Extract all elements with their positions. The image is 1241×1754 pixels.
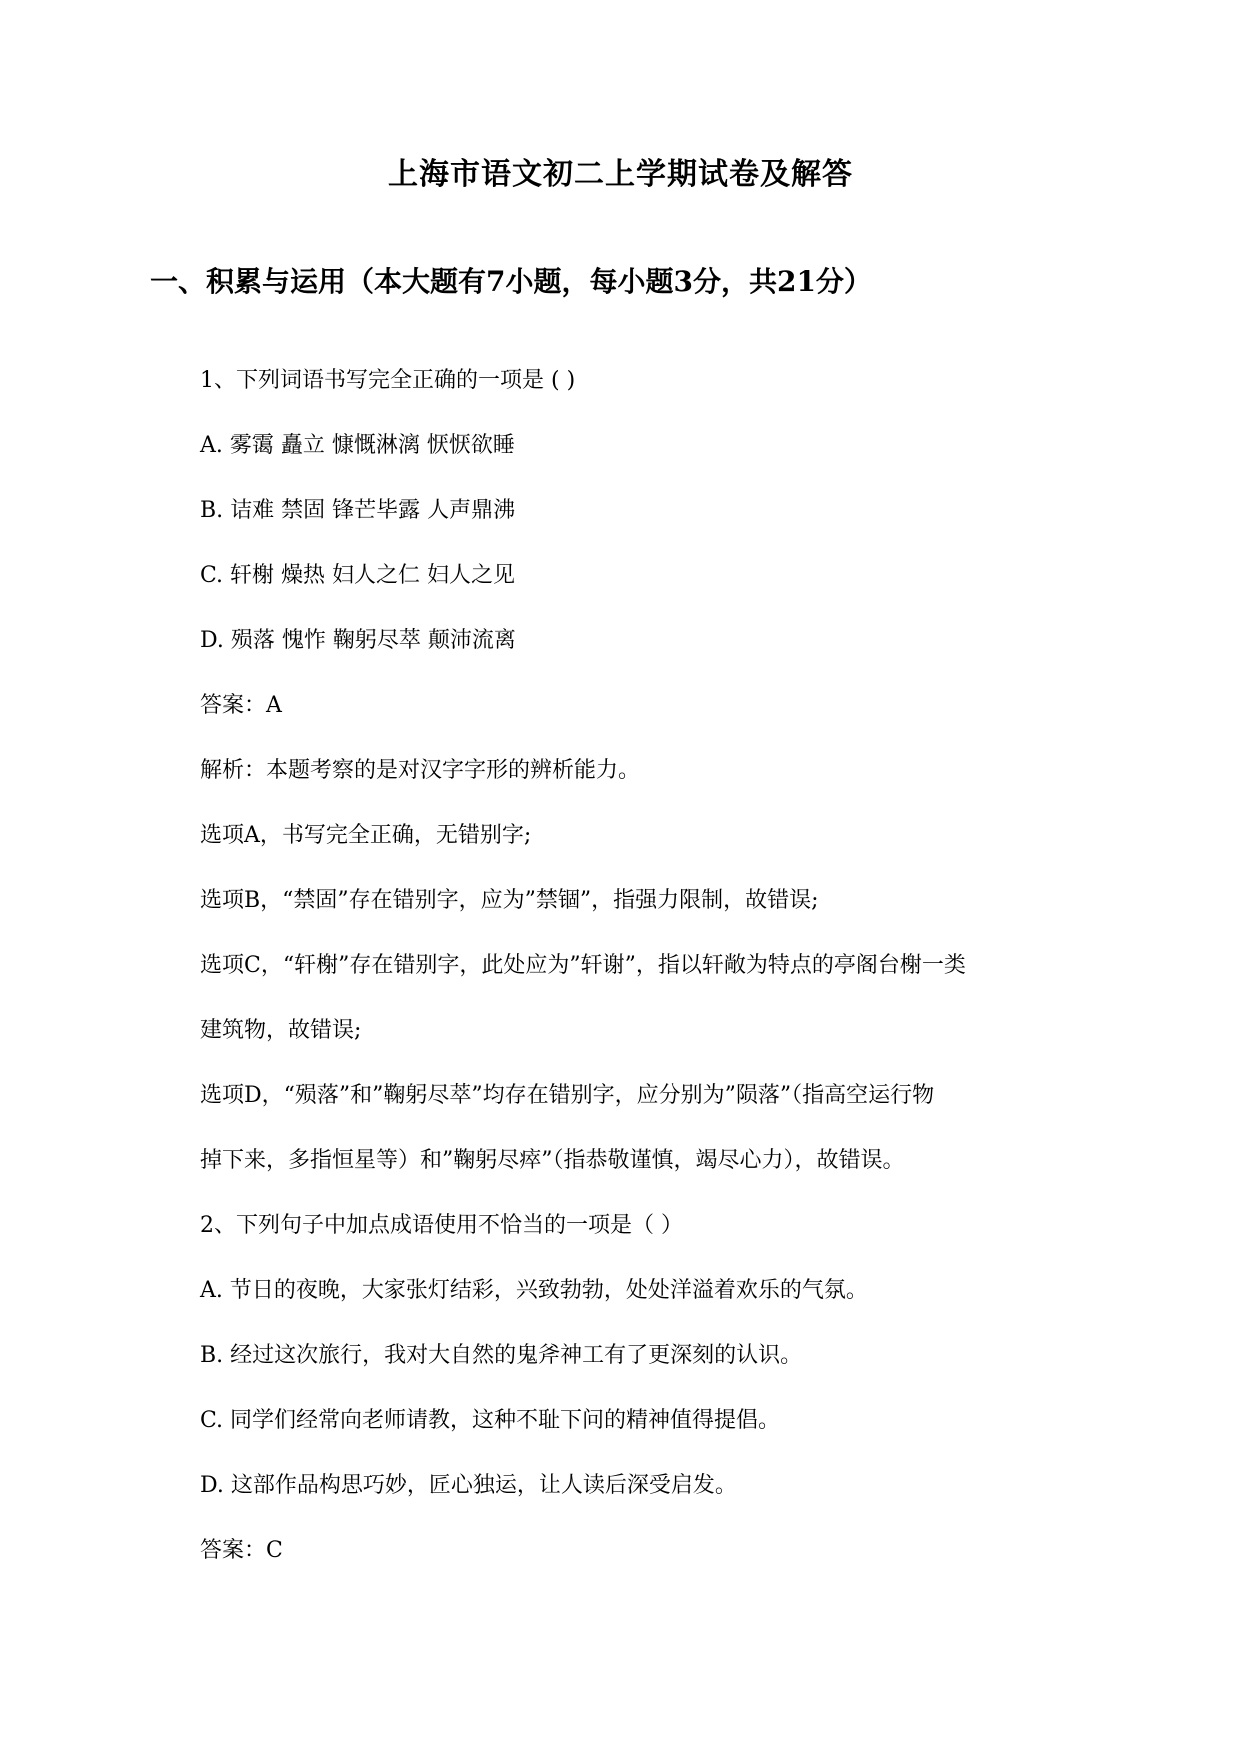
question-2-option-c: C. 同学们经常向老师请教，这种不耻下问的精神值得提倡。	[200, 1408, 781, 1433]
question-1-analysis-intro: 解析：本题考察的是对汉字字形的辨析能力。	[200, 758, 641, 783]
question-1-analysis-d-line-2: 掉下来，多指恒星等）和”鞠躬尽瘁”（指恭敬谨慎，竭尽心力），故错误。	[200, 1148, 905, 1173]
question-1-option-d: D. 殒落 愧怍 鞠躬尽萃 颠沛流离	[200, 628, 516, 653]
question-2-option-b: B. 经过这次旅行，我对大自然的鬼斧神工有了更深刻的认识。	[200, 1343, 803, 1368]
question-1-answer: 答案：A	[200, 693, 282, 718]
question-1-analysis-b: 选项B，“禁固”存在错别字，应为”禁锢”，指强力限制，故错误;	[200, 888, 819, 913]
question-2-answer: 答案：C	[200, 1538, 283, 1563]
section-heading: 一、积累与运用（本大题有7小题，每小题3分，共21分）	[150, 265, 872, 298]
question-1-analysis-c-line-1: 选项C，“轩榭”存在错别字，此处应为”轩谢”，指以轩敞为特点的亭阁台榭一类	[200, 953, 966, 978]
question-2-option-a: A. 节日的夜晚，大家张灯结彩，兴致勃勃，处处洋溢着欢乐的气氛。	[200, 1278, 868, 1303]
question-1-option-b: B. 诘难 禁固 锋芒毕露 人声鼎沸	[200, 498, 516, 523]
question-1-option-c: C. 轩榭 燥热 妇人之仁 妇人之见	[200, 563, 516, 588]
question-1-analysis-a: 选项A，书写完全正确，无错别字;	[200, 823, 532, 848]
question-1-option-a: A. 雾霭 矗立 慷慨淋漓 恹恹欲睡	[200, 433, 515, 458]
question-content	[200, 348, 1100, 1583]
question-2-stem: 2、下列句子中加点成语使用不恰当的一项是（ ）	[200, 1213, 683, 1238]
page-title: 上海市语文初二上学期试卷及解答	[388, 157, 853, 192]
question-1-stem: 1、下列词语书写完全正确的一项是 ( )	[200, 368, 576, 393]
question-1-analysis-d-line-1: 选项D，“殒落”和”鞠躬尽萃”均存在错别字，应分别为”陨落”（指高空运行物	[200, 1083, 935, 1108]
question-1-analysis-c-line-2: 建筑物，故错误;	[200, 1018, 362, 1043]
question-2-option-d: D. 这部作品构思巧妙，匠心独运，让人读后深受启发。	[200, 1473, 737, 1498]
